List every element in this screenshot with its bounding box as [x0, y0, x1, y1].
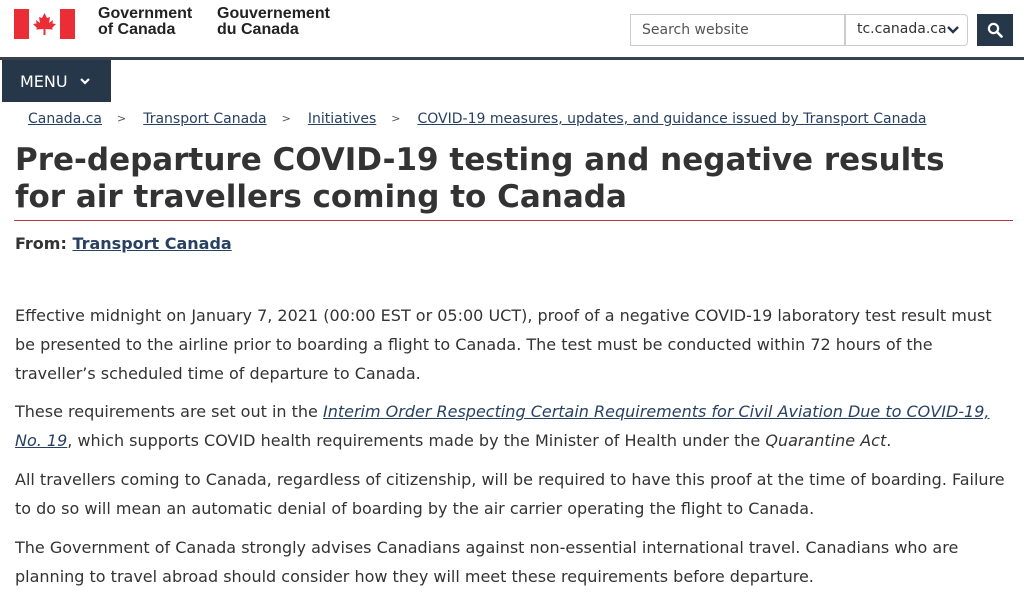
gov-en-line2: of Canada	[98, 21, 176, 38]
menu-button[interactable]	[2, 60, 111, 102]
p2-text-before: These requirements are set out in the	[15, 402, 323, 421]
search-scope-value: tc.canada.ca	[857, 21, 947, 37]
search-button[interactable]	[977, 14, 1013, 46]
from-label: From:	[15, 234, 67, 253]
gouvernement-du-canada-wordmark[interactable]	[217, 6, 330, 38]
gov-fr-line2: du Canada	[217, 21, 299, 38]
gov-en-line1: Government	[98, 5, 193, 22]
title-divider	[14, 220, 1013, 221]
site-header	[0, 0, 1024, 60]
government-of-canada-wordmark[interactable]	[98, 6, 192, 38]
breadcrumb-separator: >	[117, 112, 127, 125]
breadcrumb-canada-ca[interactable]: Canada.ca	[28, 111, 102, 127]
paragraph-effective-date: Effective midnight on January 7, 2021 (00:00 EST or 05:00 UCT), proof of a negative COVID-19 laboratory test result must be presented to the airline prior to boarding a flight to Canada. The test must be conducted within 72 hours of the traveller’s scheduled time of departure to Canada.	[15, 306, 992, 383]
search-scope-select[interactable]	[845, 14, 968, 46]
paragraph-travel-advisory: The Government of Canada strongly advises Canadians against non-essential international travel. Canadians who are planning to travel abroad should consider how they will meet these requirements before departure.	[15, 538, 959, 586]
from-transport-canada-link[interactable]: Transport Canada	[72, 234, 232, 253]
from-line	[15, 234, 232, 253]
gov-fr-line1: Gouvernement	[217, 5, 330, 22]
p2-text-end: .	[886, 431, 892, 450]
breadcrumb-transport-canada[interactable]: Transport Canada	[143, 111, 267, 127]
breadcrumb-covid-measures[interactable]: COVID-19 measures, updates, and guidance issued by Transport Canada	[417, 111, 927, 127]
chevron-down-icon	[947, 26, 959, 34]
breadcrumb	[28, 111, 927, 127]
paragraph-all-travellers: All travellers coming to Canada, regardless of citizenship, will be required to have this proof at the time of boarding. Failure to do so will mean an automatic denial of boarding by the air carrier operating the flight to Canada.	[15, 470, 1005, 518]
breadcrumb-separator: >	[281, 112, 291, 125]
chevron-down-icon	[80, 78, 90, 85]
p2-text-after: , which supports COVID health requirements made by the Minister of Health under the	[67, 431, 766, 450]
paragraph-interim-order	[15, 397, 1015, 455]
breadcrumb-separator: >	[391, 112, 401, 125]
page-title: Pre-departure COVID-19 testing and negative results for air travellers coming to Canada	[15, 142, 945, 215]
search-icon	[987, 22, 1003, 38]
menu-label: MENU	[20, 71, 68, 91]
interim-order-link[interactable]: Interim Order Respecting Certain Requirements for Civil Aviation Due to COVID-19, No. 19	[15, 402, 990, 450]
quarantine-act-text: Quarantine Act	[765, 431, 887, 450]
breadcrumb-initiatives[interactable]: Initiatives	[307, 111, 377, 127]
search-input[interactable]	[630, 14, 845, 46]
canada-flag-icon[interactable]	[14, 9, 75, 39]
